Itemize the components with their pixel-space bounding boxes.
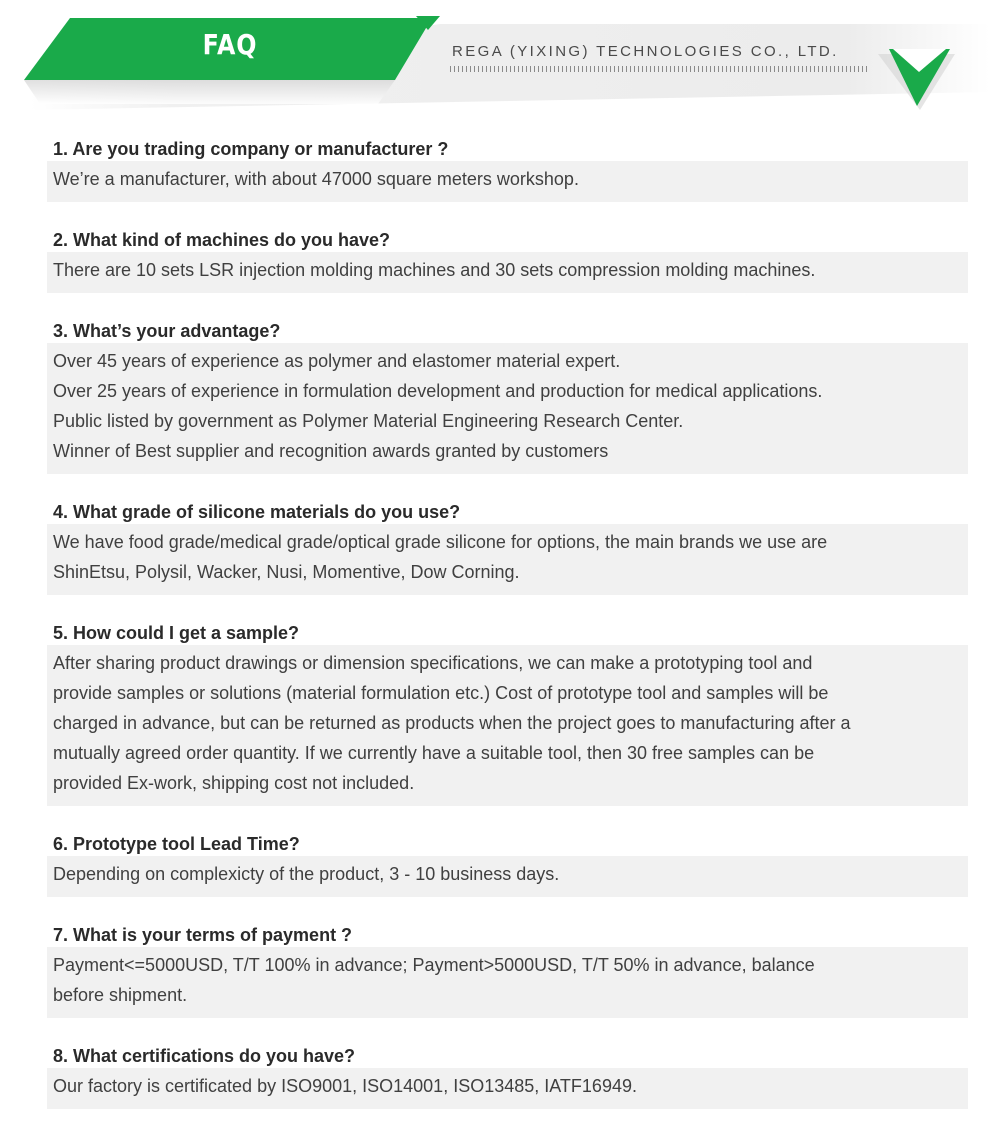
faq-item — [47, 137, 968, 202]
faq-answer-line: Over 25 years of experience in formulation development and production for medical applications. — [53, 381, 823, 401]
faq-answer-line: Our factory is certificated by ISO9001, ISO14001, ISO13485, IATF16949. — [53, 1076, 637, 1096]
faq-answer — [47, 252, 968, 293]
faq-answer-line: charged in advance, but can be returned as products when the project goes to manufacturing after a — [53, 713, 851, 733]
faq-answer — [47, 161, 968, 202]
faq-answer — [47, 947, 968, 1018]
faq-answer-line: We’re a manufacturer, with about 47000 square meters workshop. — [53, 169, 579, 189]
faq-item — [47, 1044, 968, 1109]
faq-item — [47, 832, 968, 897]
faq-answer — [47, 524, 968, 595]
faq-answer — [47, 343, 968, 474]
faq-question: 5. How could I get a sample? — [53, 623, 300, 643]
decorative-hatch-line — [450, 66, 868, 72]
header-graphic — [0, 0, 1000, 120]
faq-answer-line: Public listed by government as Polymer Material Engineering Research Center. — [53, 411, 684, 431]
faq-answer-line: ShinEtsu, Polysil, Wacker, Nusi, Momentive, Dow Corning. — [53, 562, 520, 582]
faq-item — [47, 228, 968, 293]
faq-list — [47, 137, 968, 1135]
faq-answer-line: provided Ex-work, shipping cost not included. — [53, 773, 415, 793]
faq-question: 1. Are you trading company or manufacturer ? — [53, 139, 449, 159]
faq-item — [47, 500, 968, 595]
faq-item — [47, 923, 968, 1018]
faq-question: 6. Prototype tool Lead Time? — [53, 834, 300, 854]
faq-answer-line: mutually agreed order quantity. If we currently have a suitable tool, then 30 free samples can be — [53, 743, 815, 763]
faq-question: 3. What’s your advantage? — [53, 321, 281, 341]
faq-question: 4. What grade of silicone materials do you use? — [53, 502, 461, 522]
faq-answer-line: Payment<=5000USD, T/T 100% in advance; Payment>5000USD, T/T 50% in advance, balance — [53, 955, 815, 975]
faq-answer-line: Depending on complexicty of the product, 3 - 10 business days. — [53, 864, 560, 884]
faq-answer-line: There are 10 sets LSR injection molding machines and 30 sets compression molding machines. — [53, 260, 816, 280]
faq-answer-line: provide samples or solutions (material formulation etc.) Cost of prototype tool and samples will be — [53, 683, 829, 703]
faq-item — [47, 319, 968, 474]
faq-answer-line: After sharing product drawings or dimension specifications, we can make a prototyping tool and — [53, 653, 813, 673]
company-name: REGA (YIXING) TECHNOLOGIES CO., LTD. — [452, 43, 839, 60]
faq-header — [0, 0, 1000, 120]
faq-item — [47, 621, 968, 806]
faq-answer-line: before shipment. — [53, 985, 188, 1005]
faq-answer — [47, 856, 968, 897]
faq-answer-line: Over 45 years of experience as polymer and elastomer material expert. — [53, 351, 621, 371]
page-title: FAQ — [202, 28, 258, 61]
faq-question: 2. What kind of machines do you have? — [53, 230, 391, 250]
faq-answer-line: We have food grade/medical grade/optical grade silicone for options, the main brands we use are — [53, 532, 828, 552]
faq-question: 8. What certifications do you have? — [53, 1046, 356, 1066]
faq-answer — [47, 1068, 968, 1109]
faq-answer-line: Winner of Best supplier and recognition awards granted by customers — [53, 441, 609, 461]
faq-question: 7. What is your terms of payment ? — [53, 925, 353, 945]
faq-answer — [47, 645, 968, 806]
green-tab-shadow — [24, 80, 395, 104]
